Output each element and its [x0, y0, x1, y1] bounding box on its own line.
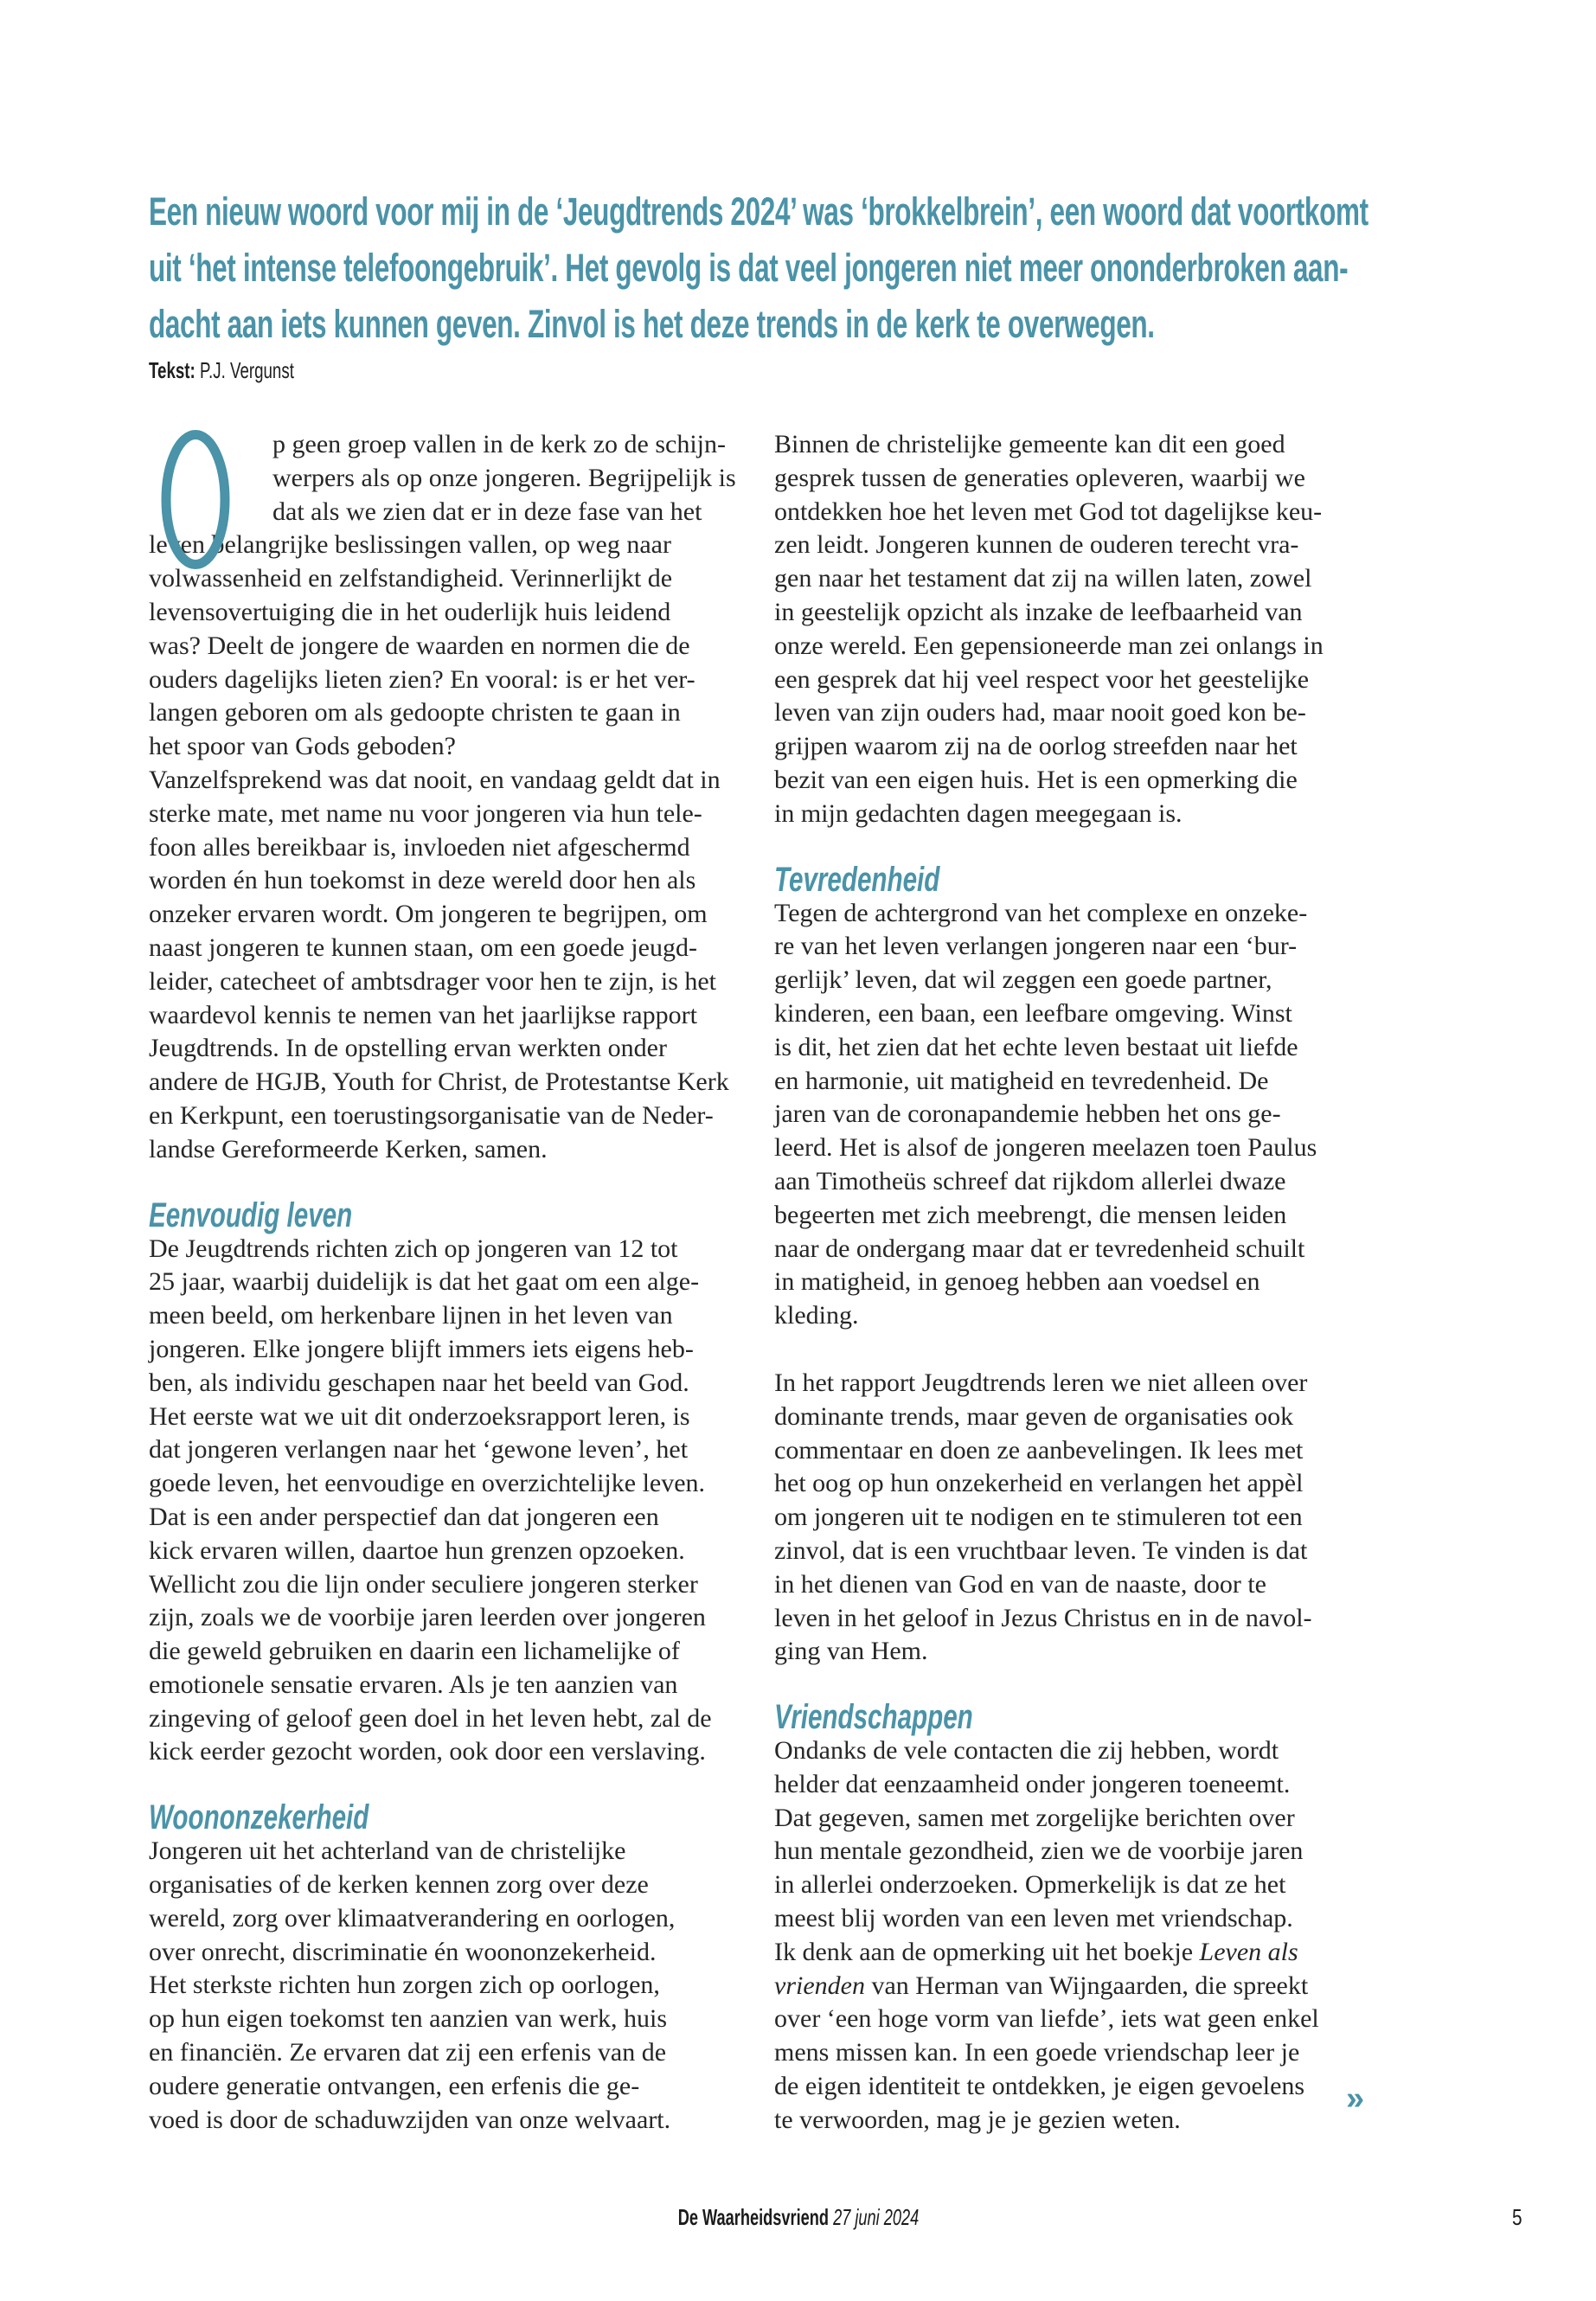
- body-line: jongeren. Elke jongere blijft immers iets eigens heb-: [149, 1334, 694, 1363]
- body-line: mens missen kan. In een goede vriendschap leer je: [774, 2038, 1300, 2067]
- body-line: naast jongeren te kunnen staan, om een goede jeugd-: [149, 933, 697, 962]
- footer-text: [677, 2204, 919, 2231]
- section-heading-label: Vriendschappen: [774, 1698, 973, 1737]
- body-line: gerlijk’ leven, dat wil zeggen een goede partner,: [774, 965, 1272, 995]
- body-line: Vanzelfsprekend was dat nooit, en vandaag geldt dat in: [149, 765, 721, 794]
- body-line: landse Gereformeerde Kerken, samen.: [149, 1134, 548, 1163]
- body-line: het oog op hun onzekerheid en verlangen het appèl: [774, 1469, 1304, 1498]
- body-line: dat als we zien dat er in deze fase van het: [272, 497, 702, 526]
- paragraph: [149, 428, 754, 764]
- body-line: Ondanks de vele contacten die zij hebben, wordt: [774, 1736, 1279, 1766]
- body-line: waardevol kennis te nemen van het jaarlijkse rapport: [149, 1000, 697, 1029]
- body-line: worden én hun toekomst in deze wereld door hen als: [149, 866, 696, 895]
- body-line: werpers als op onze jongeren. Begrijpelijk is: [272, 463, 736, 492]
- body-line: gen naar het testament dat zij na willen laten, zowel: [774, 564, 1312, 593]
- byline-author: P.J. Vergunst: [199, 357, 294, 383]
- body-line: goede leven, het eenvoudige en overzichtelijke leven.: [149, 1469, 706, 1498]
- body-line: voed is door de schaduwzijden van onze welvaart.: [149, 2105, 671, 2134]
- body-line: andere de HGJB, Youth for Christ, de Protestantse Kerk: [149, 1067, 729, 1097]
- continuation-arrow: »: [1346, 2080, 1365, 2117]
- body-line: Het sterkste richten hun zorgen zich op oorlogen,: [149, 1971, 660, 2000]
- body-line: kick ervaren willen, daartoe hun grenzen opzoeken.: [149, 1535, 685, 1565]
- body-line: op hun eigen toekomst ten aanzien van werk, huis: [149, 2004, 668, 2034]
- page-footer: [0, 2204, 1596, 2231]
- section-heading-label: Eenvoudig leven: [149, 1195, 353, 1234]
- body-line: begeerten met zich meebrengt, die mensen leiden: [774, 1200, 1287, 1229]
- body-line: om jongeren uit te nodigen en te stimuleren tot een: [774, 1503, 1303, 1532]
- paragraph: [774, 428, 1380, 831]
- body-line: zingeving of geloof geen doel in het leven hebt, zal de: [149, 1703, 712, 1733]
- body-line: en Kerkpunt, een toerustingsorganisatie van de Neder-: [149, 1100, 714, 1130]
- intro-line: Een nieuw woord voor mij in de ‘Jeugdtrends 2024’ was ‘brokkelbrein’, een woord dat voortkomt: [149, 189, 1368, 234]
- page-number: 5: [1512, 2204, 1522, 2230]
- body-line: aan Timotheüs schreef dat rijkdom allerlei dwaze: [774, 1166, 1286, 1195]
- dropcap-o-outline: [161, 430, 230, 569]
- body-line: Dat gegeven, samen met zorgelijke berichten over: [774, 1803, 1295, 1832]
- body-line: leven van zijn ouders had, maar nooit goed kon be-: [774, 698, 1306, 727]
- body-line: over onrecht, discriminatie én woononzekerheid.: [149, 1937, 657, 1966]
- body-line: in het dienen van God en van de naaste, door te: [774, 1569, 1266, 1599]
- body-line: ouders dagelijks lieten zien? En vooral: is er het ver-: [149, 664, 695, 694]
- intro-paragraph: [149, 183, 1533, 352]
- body-line: een gesprek dat hij veel respect voor het geestelijke: [774, 664, 1310, 694]
- body-line: volwassenheid en zelfstandigheid. Verinnerlijkt de: [149, 564, 673, 593]
- body-line: leven in het geloof in Jezus Christus en in de navol-: [774, 1603, 1312, 1632]
- body-line: Wellicht zou die lijn onder seculiere jongeren sterker: [149, 1569, 698, 1599]
- section-heading: [149, 1800, 754, 1835]
- body-line: Jongeren uit het achterland van de christelijke: [149, 1836, 626, 1866]
- body-line: was? Deelt de jongere de waarden en normen die de: [149, 631, 690, 660]
- body-line: het spoor van Gods geboden?: [149, 732, 456, 761]
- body-line: leider, catecheet of ambtsdrager voor hen te zijn, is het: [149, 966, 717, 996]
- body-line: in mijn gedachten dagen meegegaan is.: [774, 798, 1183, 828]
- body-line: onzeker ervaren wordt. Om jongeren te begrijpen, om: [149, 900, 708, 929]
- body-line: ben, als individu geschapen naar het beeld van God.: [149, 1368, 689, 1397]
- paragraph: [774, 1734, 1380, 2138]
- body-line: organisaties of de kerken kennen zorg over deze: [149, 1870, 649, 1900]
- body-line: langen geboren om als gedoopte christen te gaan in: [149, 698, 681, 727]
- dropcap-letter-o: [161, 430, 230, 569]
- body-line: in geestelijk opzicht als inzake de leefbaarheid van: [774, 597, 1303, 626]
- body-line: in allerlei onderzoeken. Opmerkelijk is dat ze het: [774, 1870, 1286, 1900]
- article-column: [774, 428, 1380, 2138]
- paragraph: [149, 764, 754, 1167]
- body-line: de eigen identiteit te ontdekken, je eigen gevoelens: [774, 2072, 1305, 2101]
- body-line: Ik denk aan de opmerking uit het boekje Leven als: [774, 1937, 1298, 1966]
- body-line: meest blij worden van een leven met vriendschap.: [774, 1904, 1293, 1933]
- body-line: vrienden van Herman van Wijngaarden, die spreekt: [774, 1971, 1309, 2000]
- body-line: leerd. Het is alsof de jongeren meelazen toen Paulus: [774, 1133, 1317, 1163]
- intro-line: dacht aan iets kunnen geven. Zinvol is het deze trends in de kerk te overwegen.: [149, 302, 1155, 346]
- body-line: levensovertuiging die in het ouderlijk huis leidend: [149, 597, 671, 626]
- body-line: zijn, zoals we de voorbije jaren leerden over jongeren: [149, 1603, 706, 1632]
- body-line: onze wereld. Een gepensioneerde man zei onlangs in: [774, 631, 1324, 660]
- body-line: meen beeld, om herkenbare lijnen in het leven van: [149, 1301, 673, 1330]
- body-line: kinderen, een baan, een leefbare omgeving. Winst: [774, 998, 1292, 1028]
- body-line: De Jeugdtrends richten zich op jongeren van 12 tot: [149, 1234, 678, 1263]
- body-line: Jeugdtrends. In de opstelling ervan werkten onder: [149, 1034, 667, 1063]
- body-line: ging van Hem.: [774, 1637, 928, 1666]
- article-body: [149, 428, 1380, 2138]
- body-line: Dat is een ander perspectief dan dat jongeren een: [149, 1502, 659, 1531]
- section-heading: [774, 1698, 1380, 1737]
- body-line: emotionele sensatie ervaren. Als je ten aanzien van: [149, 1670, 678, 1699]
- body-line: helder dat eenzaamheid onder jongeren toeneemt.: [774, 1769, 1291, 1798]
- body-line: Tegen de achtergrond van het complexe en onzeke-: [774, 898, 1308, 927]
- section-heading-label: Tevredenheid: [774, 860, 940, 899]
- body-line: is dit, het zien dat het echte leven bestaat uit liefde: [774, 1032, 1298, 1061]
- body-line: zen leidt. Jongeren kunnen de ouderen terecht vra-: [774, 530, 1299, 560]
- body-line: wereld, zorg over klimaatverandering en oorlogen,: [149, 1903, 676, 1932]
- magazine-title: De Waarheidsvriend: [677, 2204, 829, 2230]
- section-heading: [774, 862, 1380, 897]
- paragraph: [149, 1233, 754, 1770]
- body-line: zinvol, dat is een vruchtbaar leven. Te vinden is dat: [774, 1535, 1308, 1565]
- body-line: jaren van de coronapandemie hebben het ons ge-: [774, 1099, 1281, 1129]
- body-line: Binnen de christelijke gemeente kan dit een goed: [774, 430, 1285, 458]
- byline-label: Tekst:: [149, 357, 195, 383]
- body-line: bezit van een eigen huis. Het is een opmerking die: [774, 765, 1298, 794]
- body-line: grijpen waarom zij na de oorlog streefden naar het: [774, 732, 1298, 761]
- paragraph: [774, 1367, 1380, 1669]
- byline: [149, 357, 294, 384]
- body-line: die geweld gebruiken en daarin een lichamelijke of: [149, 1637, 680, 1666]
- body-line: te verwoorden, mag je je gezien weten.: [774, 2105, 1181, 2134]
- body-line: ontdekken hoe het leven met God tot dagelijkse keu-: [774, 497, 1323, 526]
- body-line: over ‘een hoge vorm van liefde’, iets wat geen enkel: [774, 2004, 1319, 2034]
- body-line: leven belangrijke beslissingen vallen, op weg naar: [149, 530, 671, 560]
- paragraph: [149, 1835, 754, 2137]
- section-heading-label: Woononzekerheid: [149, 1798, 369, 1837]
- body-line: kick eerder gezocht worden, ook door een verslaving.: [149, 1737, 706, 1766]
- body-line: sterke mate, met name nu voor jongeren via hun tele-: [149, 798, 702, 828]
- paragraph: [774, 897, 1380, 1333]
- body-line: en harmonie, uit matigheid en tevredenheid. De: [774, 1066, 1269, 1095]
- body-line: naar de ondergang maar dat er tevredenheid schuilt: [774, 1234, 1305, 1263]
- body-line: In het rapport Jeugdtrends leren we niet alleen over: [774, 1368, 1308, 1397]
- body-line: foon alles bereikbaar is, invloeden niet afgeschermd: [149, 832, 690, 862]
- intro-line: uit ‘het intense telefoongebruik’. Het gevolg is dat veel jongeren niet meer ononderbroken aan-: [149, 246, 1349, 290]
- article-column: [149, 428, 754, 2138]
- body-line: gesprek tussen de generaties opleveren, waarbij we: [774, 463, 1305, 492]
- body-line: in matigheid, in genoeg hebben aan voedsel en: [774, 1267, 1260, 1297]
- body-line: dat jongeren verlangen naar het ‘gewone leven’, het: [149, 1435, 689, 1465]
- issue-date: 27 juni 2024: [832, 2204, 919, 2230]
- body-line: 25 jaar, waarbij duidelijk is dat het gaat om een alge-: [149, 1267, 700, 1297]
- body-line: p geen groep vallen in de kerk zo de schijn-: [272, 430, 726, 458]
- body-line: oudere generatie ontvangen, een erfenis die ge-: [149, 2071, 640, 2100]
- body-line: kleding.: [774, 1301, 859, 1330]
- section-heading: [149, 1195, 754, 1234]
- body-line: Het eerste wat we uit dit onderzoeksrapport leren, is: [149, 1401, 690, 1431]
- body-line: hun mentale gezondheid, zien we de voorbije jaren: [774, 1836, 1304, 1866]
- body-line: dominante trends, maar geven de organisaties ook: [774, 1401, 1294, 1431]
- body-line: en financiën. Ze ervaren dat zij een erfenis van de: [149, 2038, 667, 2067]
- body-line: commentaar en doen ze aanbevelingen. Ik lees met: [774, 1435, 1304, 1465]
- body-line: re van het leven verlangen jongeren naar een ‘bur-: [774, 932, 1298, 961]
